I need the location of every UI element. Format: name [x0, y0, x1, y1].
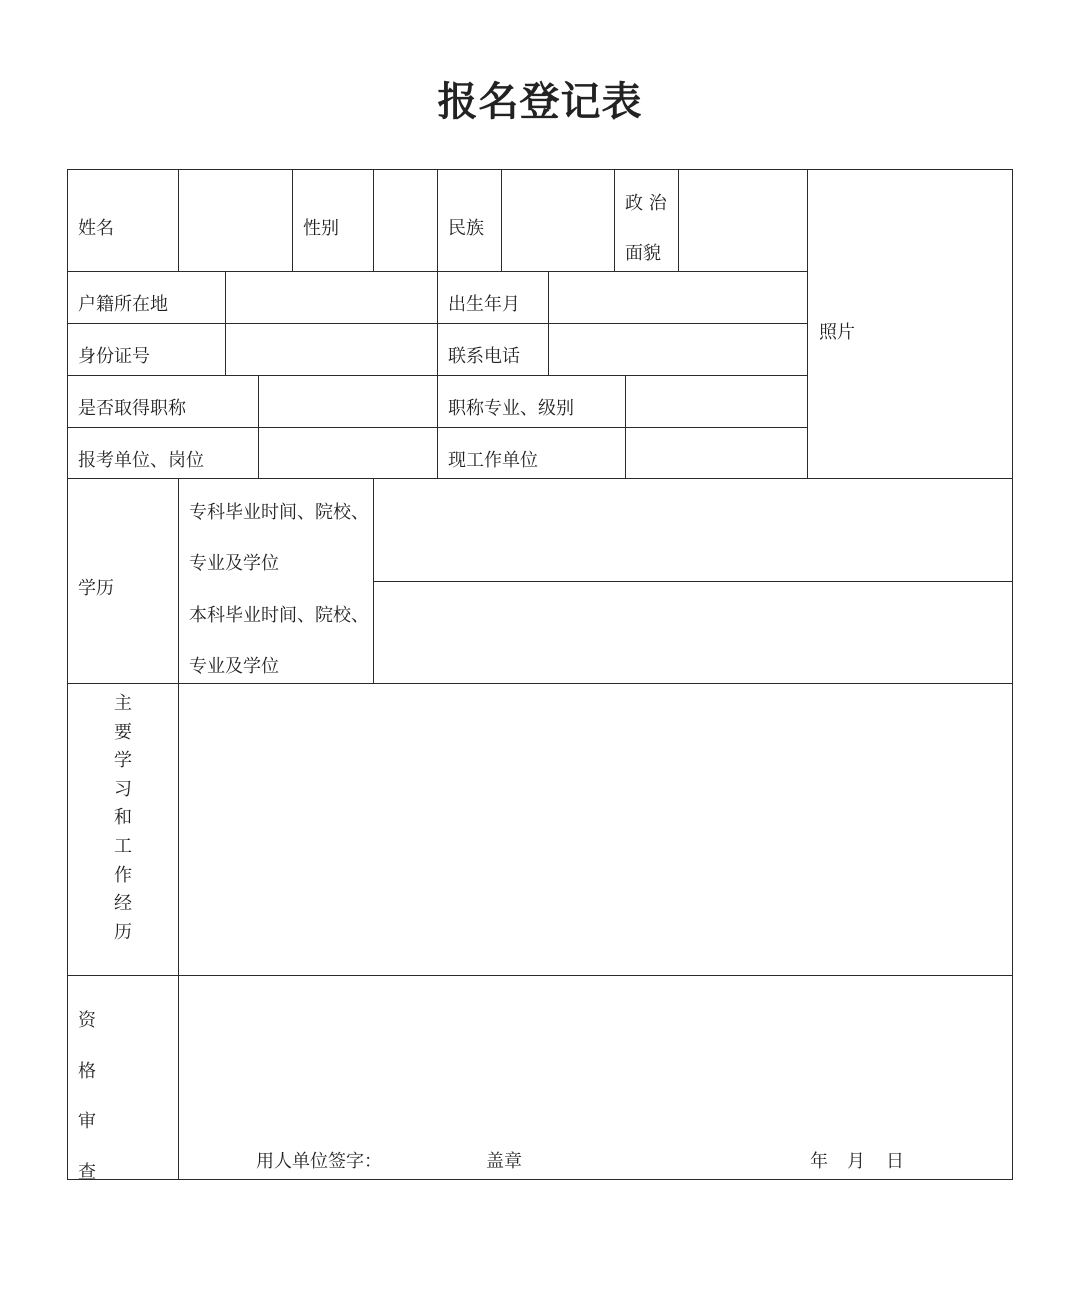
ethnicity-field[interactable] [502, 170, 614, 271]
experience-label [112, 690, 134, 947]
photo-label: 照片 [819, 322, 855, 343]
name-label: 姓名 [78, 218, 114, 239]
gender-field[interactable] [374, 170, 437, 271]
review-label-char: 审 [78, 1111, 96, 1132]
review-label-char: 资 [78, 1010, 96, 1031]
gender-label: 性别 [303, 218, 339, 239]
birth-field[interactable] [549, 272, 807, 323]
review-label-char: 格 [78, 1060, 96, 1082]
title-obtained-label: 是否取得职称 [78, 398, 186, 419]
col-divider [614, 169, 615, 271]
political-label-line1: 政 治 [625, 193, 667, 214]
bachelor-field[interactable] [374, 582, 1012, 683]
name-field[interactable] [179, 170, 292, 271]
bachelor-label-line1: 本科毕业时间、院校、 [189, 605, 369, 626]
experience-label-char: 学 [114, 750, 132, 772]
political-field[interactable] [679, 170, 807, 271]
experience-label-char: 历 [114, 921, 132, 943]
experience-label-char: 要 [114, 721, 132, 743]
review-label-char: 查 [78, 1161, 96, 1183]
current-unit-label: 现工作单位 [448, 450, 538, 471]
experience-label-char: 和 [114, 807, 132, 829]
id-label: 身份证号 [78, 346, 150, 367]
form-title: 报名登记表 [437, 78, 643, 125]
college-label-line2: 专业及学位 [189, 553, 279, 574]
signature-label: 用人单位签字： [256, 1151, 382, 1172]
table-border-bottom [67, 1179, 1013, 1180]
day-label: 日 [886, 1151, 904, 1172]
phone-label: 联系电话 [448, 346, 520, 367]
household-field[interactable] [226, 272, 437, 323]
experience-label-char: 经 [114, 893, 132, 915]
table-border-right [1012, 169, 1013, 1180]
apply-unit-label: 报考单位、岗位 [78, 450, 204, 471]
review-label [76, 996, 98, 1198]
phone-field[interactable] [549, 324, 807, 375]
household-label: 户籍所在地 [78, 294, 168, 315]
experience-label-char: 习 [114, 778, 132, 800]
year-label: 年 [810, 1151, 828, 1172]
table-border-left [67, 169, 68, 1180]
title-major-label: 职称专业、级别 [448, 398, 574, 419]
experience-label-char: 作 [114, 864, 132, 886]
ethnicity-label: 民族 [448, 218, 484, 239]
experience-field[interactable] [179, 684, 1012, 975]
college-field[interactable] [374, 479, 1012, 581]
seal-label: 盖章 [486, 1151, 522, 1172]
education-label: 学历 [78, 578, 114, 599]
experience-label-char: 主 [114, 693, 132, 714]
id-field[interactable] [226, 324, 437, 375]
col-divider [292, 169, 293, 271]
experience-label-char: 工 [114, 835, 132, 857]
col-divider [437, 169, 438, 479]
month-label: 月 [847, 1151, 865, 1172]
bachelor-label-line2: 专业及学位 [189, 656, 279, 677]
review-field[interactable] [179, 976, 1012, 1179]
title-major-field[interactable] [626, 376, 807, 427]
current-unit-field[interactable] [626, 428, 807, 478]
political-label-line2: 面貌 [625, 243, 661, 264]
apply-unit-field[interactable] [259, 428, 437, 478]
college-label-line1: 专科毕业时间、院校、 [189, 502, 369, 523]
title-obtained-field[interactable] [259, 376, 437, 427]
birth-label: 出生年月 [448, 294, 520, 315]
